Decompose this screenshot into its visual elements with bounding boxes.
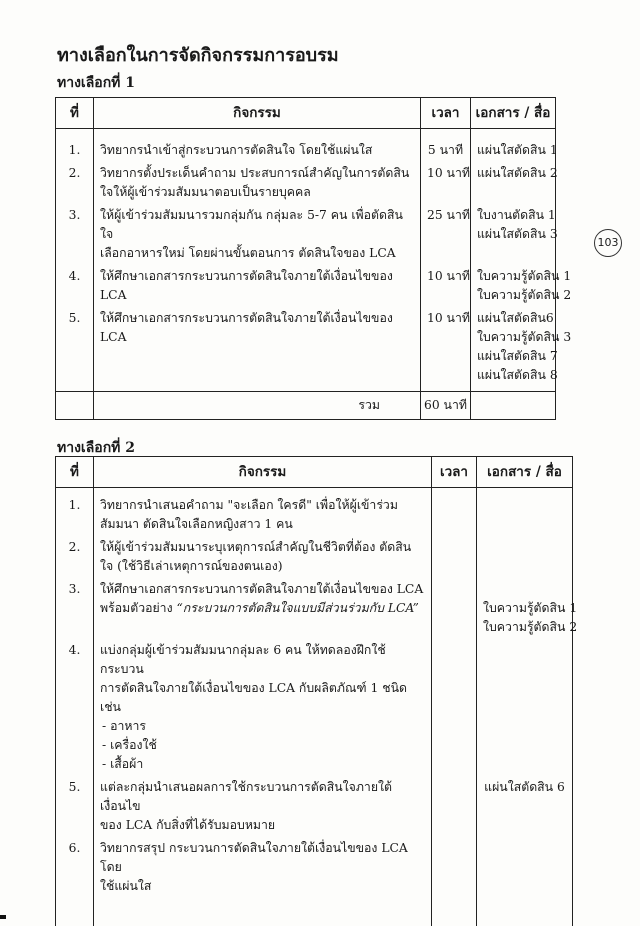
- doc-item: ใบงานตัดสิน 1: [477, 206, 549, 225]
- row-time: [432, 837, 477, 926]
- row-docs: [471, 129, 556, 163]
- table-row: [56, 129, 556, 163]
- activity-line: ให้ผู้เข้าร่วมสัมมนาระบุเหตุการณ์สำคัญในชีวิตที่ต้อง ตัดสิน: [100, 538, 425, 557]
- activity-line: วิทยากรนำเข้าสู่กระบวนการตัดสินใจ โดยใช้แผ่นใส: [100, 141, 414, 160]
- sub-item: - อาหาร: [100, 717, 425, 736]
- activity-line: เลือกอาหารใหม่ โดยผ่านขั้นตอนการ ตัดสินใจของ LCA: [100, 244, 414, 263]
- row-number: 2.: [56, 536, 94, 578]
- sub-item: - เสื้อผ้า: [100, 755, 425, 774]
- total-time: 60 นาที: [421, 392, 471, 420]
- activity-line: ของ LCA กับสิ่งที่ได้รับมอบหมาย: [100, 816, 425, 835]
- doc-item: ใบความรู้ตัดสิน 2: [483, 618, 566, 637]
- doc-item: แผ่นใสตัดสิน 6: [483, 778, 566, 797]
- row-number: 4.: [56, 639, 94, 776]
- row-number: 3.: [56, 204, 94, 265]
- activity-line: วิทยากรนำเสนอคำถาม "จะเลือก ใครดี" เพื่อให้ผู้เข้าร่วม: [100, 496, 425, 515]
- row-docs: [471, 162, 556, 204]
- row-activity: [94, 578, 432, 639]
- option1-heading: ทางเลือกที่ 1: [57, 72, 135, 94]
- activity-line: ให้ศึกษาเอกสารกระบวนการตัดสินใจภายใต้เงื่อนไขของ LCA: [100, 267, 414, 305]
- row-time: [432, 639, 477, 776]
- row-time: 10 นาที: [421, 307, 471, 392]
- doc-item: ใบความรู้ตัดสิน 3: [477, 328, 549, 347]
- doc-item: แผ่นใสตัดสิน 2: [477, 164, 549, 183]
- header-time: เวลา: [421, 98, 471, 129]
- row-activity: [94, 307, 421, 392]
- row-docs: [471, 307, 556, 392]
- row-docs: [471, 204, 556, 265]
- row-activity: [94, 488, 432, 537]
- table-row: [56, 265, 556, 307]
- option1-body: [56, 129, 556, 392]
- table-row: [56, 162, 556, 204]
- example-prefix: พร้อมตัวอย่าง: [100, 601, 177, 615]
- row-docs: [477, 536, 573, 578]
- row-activity: [94, 162, 421, 204]
- row-number: 4.: [56, 265, 94, 307]
- activity-line: ให้ศึกษาเอกสารกระบวนการตัดสินใจภายใต้เงื่อนไขของ LCA: [100, 309, 414, 347]
- row-time: [432, 536, 477, 578]
- row-time: [432, 776, 477, 837]
- row-docs: [477, 837, 573, 926]
- row-number: 6.: [56, 837, 94, 926]
- row-time: 10 นาที: [421, 162, 471, 204]
- table-row: [56, 776, 573, 837]
- row-number: 5.: [56, 776, 94, 837]
- row-time: 10 นาที: [421, 265, 471, 307]
- option2-table: [55, 456, 573, 926]
- option1-table: [55, 97, 556, 420]
- row-number: 3.: [56, 578, 94, 639]
- row-activity: [94, 204, 421, 265]
- sub-item: - เครื่องใช้: [100, 736, 425, 755]
- row-number: 1.: [56, 129, 94, 163]
- row-number: 2.: [56, 162, 94, 204]
- example-title: “กระบวนการตัดสินใจแบบมีส่วนร่วมกับ LCA”: [177, 601, 419, 615]
- activity-line: แต่ละกลุ่มนำเสนอผลการใช้กระบวนการตัดสินใจภายใต้เงื่อนไข: [100, 778, 425, 816]
- row-number: 1.: [56, 488, 94, 537]
- table-row: [56, 837, 573, 926]
- option2-header-row: [56, 457, 573, 488]
- table-row: [56, 536, 573, 578]
- option2-heading: ทางเลือกที่ 2: [57, 437, 135, 459]
- header-docs: เอกสาร / สื่อ: [471, 98, 556, 129]
- activity-line: สัมมนา ตัดสินใจเลือกหญิงสาว 1 คน: [100, 515, 425, 534]
- row-docs: [477, 776, 573, 837]
- scan-mark: [0, 915, 6, 919]
- row-docs: [477, 488, 573, 537]
- header-activity: กิจกรรม: [94, 98, 421, 129]
- table-row: [56, 639, 573, 776]
- row-docs: [477, 639, 573, 776]
- row-activity: [94, 639, 432, 776]
- activity-line: ใจให้ผู้เข้าร่วมสัมมนาตอบเป็นรายบุคคล: [100, 183, 414, 202]
- row-activity: [94, 129, 421, 163]
- activity-line: แบ่งกลุ่มผู้เข้าร่วมสัมมนากลุ่มละ 6 คน ให้ทดลองฝึกใช้กระบวน: [100, 641, 425, 679]
- activity-line: [100, 599, 425, 618]
- page-title: ทางเลือกในการจัดกิจกรรมการอบรม: [57, 40, 339, 69]
- doc-item: ใบความรู้ตัดสิน 2: [477, 286, 549, 305]
- activity-line: วิทยากรสรุป กระบวนการตัดสินใจภายใต้เงื่อนไขของ LCA โดย: [100, 839, 425, 877]
- activity-line: วิทยากรตั้งประเด็นคำถาม ประสบการณ์สำคัญในการตัดสิน: [100, 164, 414, 183]
- doc-item: ใบความรู้ตัดสิน 1: [477, 267, 549, 286]
- header-num: ที่: [56, 98, 94, 129]
- option2-body: [56, 488, 573, 926]
- row-docs: [471, 265, 556, 307]
- doc-item: แผ่นใสตัดสิน 7: [477, 347, 549, 366]
- activity-line: ใช้แผ่นใส: [100, 877, 425, 896]
- row-number: 5.: [56, 307, 94, 392]
- activity-line: ใจ (ใช้วิธีเล่าเหตุการณ์ของตนเอง): [100, 557, 425, 576]
- table-row: [56, 307, 556, 392]
- row-activity: [94, 265, 421, 307]
- table-row: [56, 578, 573, 639]
- row-activity: [94, 536, 432, 578]
- header-docs: เอกสาร / สื่อ: [477, 457, 573, 488]
- row-activity: [94, 776, 432, 837]
- doc-item: แผ่นใสตัดสิน 1: [477, 141, 549, 160]
- row-time: 25 นาที: [421, 204, 471, 265]
- doc-item: แผ่นใสตัดสิน 8: [477, 366, 549, 385]
- page-number: 103: [594, 229, 622, 257]
- doc-item: แผ่นใสตัดสิน 3: [477, 225, 549, 244]
- row-time: [432, 578, 477, 639]
- option1-header-row: [56, 98, 556, 129]
- option1-total-row: [56, 392, 556, 420]
- doc-item: แผ่นใสตัดสิน6: [477, 309, 549, 328]
- row-docs: [477, 578, 573, 639]
- activity-line: ให้ผู้เข้าร่วมสัมมนารวมกลุ่มกัน กลุ่มละ 5-7 คน เพื่อตัดสินใจ: [100, 206, 414, 244]
- row-time: [432, 488, 477, 537]
- header-num: ที่: [56, 457, 94, 488]
- table-row: [56, 488, 573, 537]
- row-time: 5 นาที: [421, 129, 471, 163]
- activity-line: การตัดสินใจภายใต้เงื่อนไขของ LCA กับผลิตภัณฑ์ 1 ชนิด: [100, 679, 425, 698]
- row-activity: [94, 837, 432, 926]
- header-activity: กิจกรรม: [94, 457, 432, 488]
- header-time: เวลา: [432, 457, 477, 488]
- doc-item: ใบความรู้ตัดสิน 1: [483, 599, 566, 618]
- activity-line: ให้ศึกษาเอกสารกระบวนการตัดสินใจภายใต้เงื่อนไขของ LCA: [100, 580, 425, 599]
- table-row: [56, 204, 556, 265]
- total-label: รวม: [94, 392, 421, 420]
- activity-line: เช่น: [100, 698, 425, 717]
